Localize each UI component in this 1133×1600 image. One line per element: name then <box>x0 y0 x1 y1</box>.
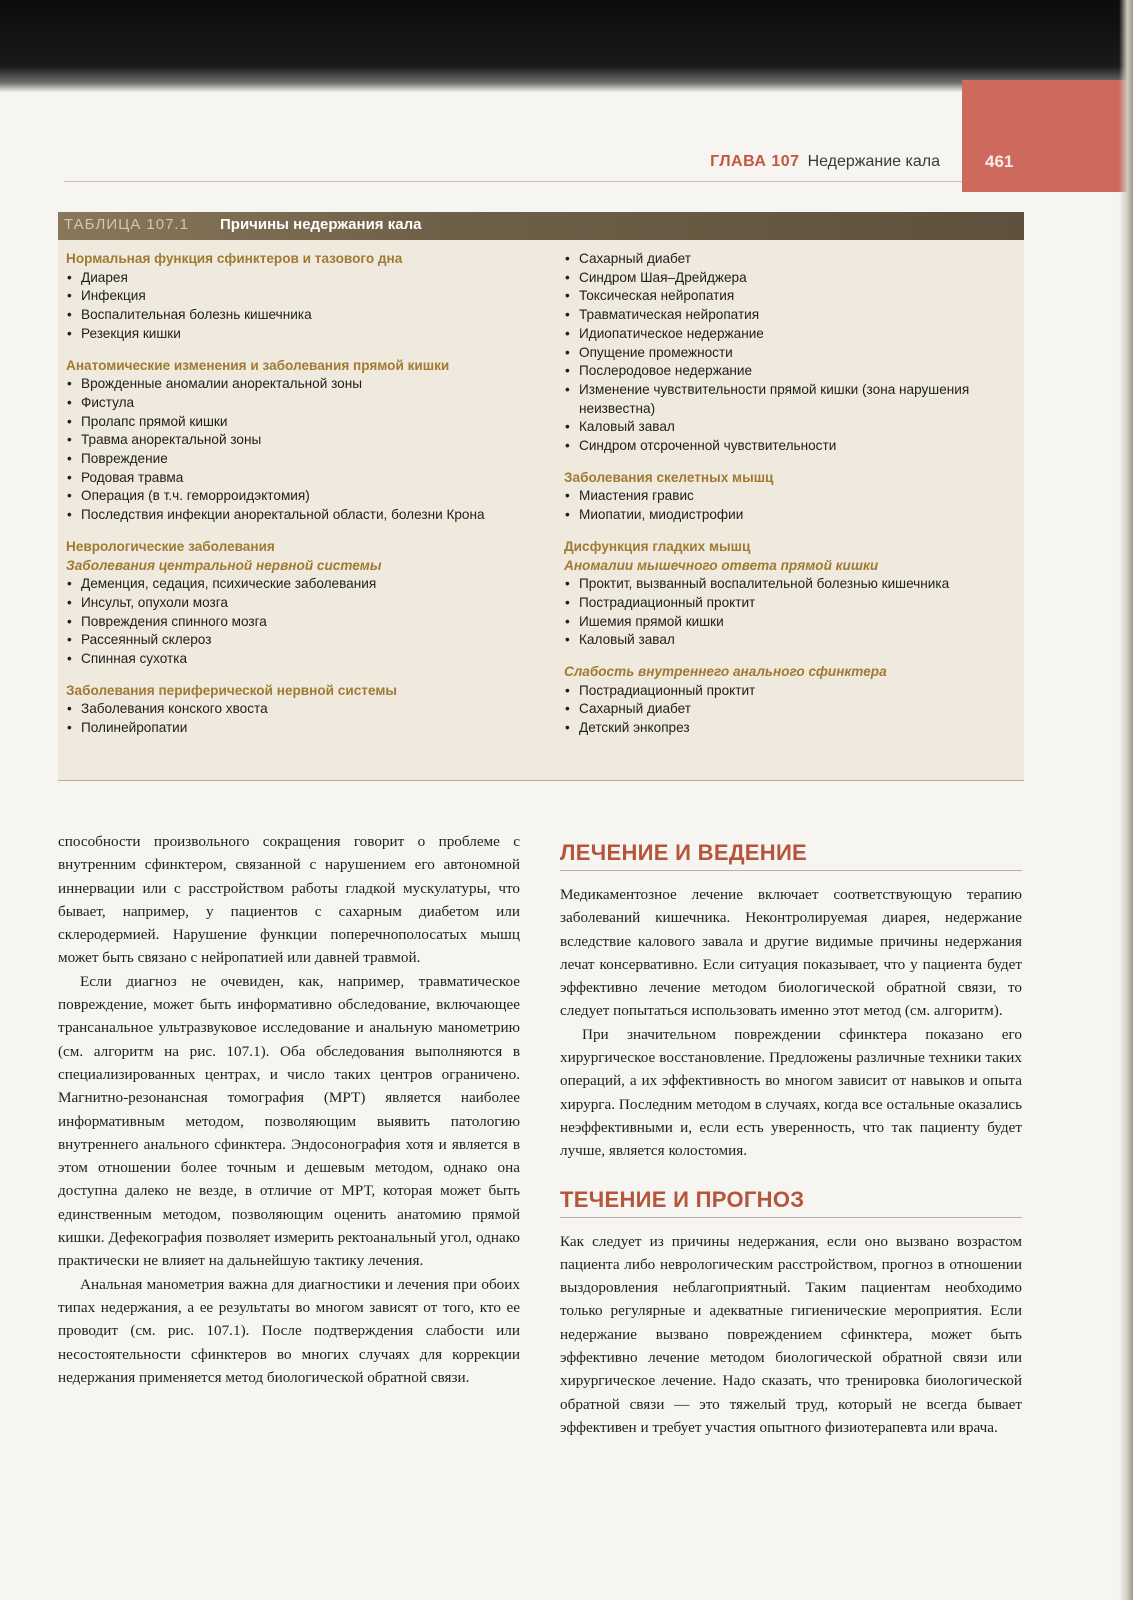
table-list-item: • Повреждение <box>66 450 546 469</box>
table-list-item: • Воспалительная болезнь кишечника <box>66 306 546 325</box>
table-group-subheading: Слабость внутреннего анального сфинктера <box>564 664 887 680</box>
table-list-item: • Травма аноректальной зоны <box>66 431 546 450</box>
table-group <box>66 357 546 525</box>
table-group-heading: Неврологические заболевания <box>66 538 275 554</box>
table-list-item: • Последствия инфекции аноректальной области, болезни Крона <box>66 506 546 525</box>
body-paragraph: Если диагноз не очевиден, как, например, травматическое повреждение, может быть информативно обследование, включающее трансанальное ультразвуковое исследование и анальную манометрию (см. алгоритм на рис. 107.1). Оба обследования выполняются в специализированных центрах, и число таких центров ограничено. Магнитно-резонансная томография (МРТ) является наиболее информативным методом, позволяющим выявить патологию внутреннего анального сфинктера. Эндосонография хотя и является в этом отношении более точным и дешевым методом, однако она доступна далеко не везде, в отличие от МРТ, которая может быть единственным методом, позволяющим оценить анатомию прямой кишки. Дефекография позволяет измерить ректоанальный угол, однако практически не влияет на дальнейшую тактику лечения. <box>58 972 520 1270</box>
table-group <box>564 250 1014 456</box>
body-left-column <box>58 830 520 1389</box>
table-list-item: • Изменение чувствительности прямой кишки (зона нарушения неизвестна) <box>564 381 1014 418</box>
table-title: Причины недержания кала <box>220 216 422 233</box>
table-list-item: • Каловый завал <box>564 631 1014 650</box>
table-list-item: • Пролапс прямой кишки <box>66 413 546 432</box>
table-list-item: • Идиопатическое недержание <box>564 325 1014 344</box>
section-title-treatment: ЛЕЧЕНИЕ И ВЕДЕНИЕ <box>560 840 1022 871</box>
table-group <box>564 538 1014 650</box>
section-title-prognosis: ТЕЧЕНИЕ И ПРОГНОЗ <box>560 1187 1022 1218</box>
table-list-item: • Миастения гравис <box>564 487 1014 506</box>
page-edge-shadow <box>1119 0 1133 1600</box>
body-paragraph: способности произвольного сокращения говорит о проблеме с внутренним сфинктером, связанной с нарушением его автономной иннервации или с расстройством работы гладкой мускулатуры, что бывает, например, у пациентов с сахарным диабетом или склеродермией. Нарушение функции поперечнополосатых мышц может быть связано с нейропатией или давней травмой. <box>58 833 520 967</box>
body-right-column <box>560 840 1022 1439</box>
table-list-item: • Миопатии, миодистрофии <box>564 506 1014 525</box>
table-list-item: • Травматическая нейропатия <box>564 306 1014 325</box>
table-list-item: • Сахарный диабет <box>564 700 1014 719</box>
table-list-item: • Рассеянный склероз <box>66 631 546 650</box>
table-group <box>66 538 546 669</box>
table-list-item: • Детский энкопрез <box>564 719 1014 738</box>
table-list-item: • Послеродовое недержание <box>564 362 1014 381</box>
table-list-item: • Сахарный диабет <box>564 250 1014 269</box>
table-list-item: • Проктит, вызванный воспалительной болезнью кишечника <box>564 575 1014 594</box>
table-list-item: • Пострадиационный проктит <box>564 594 1014 613</box>
table-group <box>564 469 1014 525</box>
table-list-item: • Спинная сухотка <box>66 650 546 669</box>
table-left-column <box>66 250 546 751</box>
table-list-item: • Ишемия прямой кишки <box>564 613 1014 632</box>
table-list-item: • Врожденные аномалии аноректальной зоны <box>66 375 546 394</box>
scan-top-shadow <box>0 0 1133 92</box>
body-paragraph: При значительном повреждении сфинктера показано его хирургическое восстановление. Предложены различные техники таких операций, а их эффективность во многом зависит от навыков и опыта хирурга. Последним методом в случаях, когда все остальные оказались неэффективными и, если есть уверенность, что так пациенту будет лучше, является колостомия. <box>560 1025 1022 1160</box>
table-group-heading: Дисфункция гладких мышц <box>564 538 751 554</box>
table-group-heading: Заболевания скелетных мышц <box>564 469 774 485</box>
table-right-column <box>564 250 1014 751</box>
section-treatment-body <box>560 883 1022 1163</box>
causes-table <box>58 212 1024 781</box>
table-list-item: • Родовая травма <box>66 469 546 488</box>
table-list-item: • Синдром отсроченной чувствительности <box>564 437 1014 456</box>
table-list-item: • Полинейропатии <box>66 719 546 738</box>
table-header <box>58 212 1024 240</box>
page-number: 461 <box>985 152 1014 171</box>
table-list-item: • Заболевания конского хвоста <box>66 700 546 719</box>
table-group-subheading: Аномалии мышечного ответа прямой кишки <box>564 557 879 573</box>
table-label: ТАБЛИЦА 107.1 <box>64 216 189 233</box>
table-list-item: • Резекция кишки <box>66 325 546 344</box>
table-list-item: • Пострадиационный проктит <box>564 682 1014 701</box>
body-paragraph: Медикаментозное лечение включает соответствующую терапию заболеваний кишечника. Неконтролируемая диарея, недержание вследствие калового завала и другие видимые причины недержания лечат консервативно. Если ситуация показывает, что у пациента будет эффективно лечение методом биологической обратной связи, то следует попытаться использовать именно этот метод (см. алгоритм). <box>560 886 1022 1020</box>
table-list-item: • Деменция, седация, психические заболевания <box>66 575 546 594</box>
table-list-item: • Операция (в т.ч. геморроидэктомия) <box>66 487 546 506</box>
table-group <box>66 250 546 344</box>
table-group-subheading: Заболевания центральной нервной системы <box>66 557 382 573</box>
table-group <box>564 663 1014 738</box>
table-group-heading: Нормальная функция сфинктеров и тазового дна <box>66 251 403 266</box>
table-list-item: • Инсульт, опухоли мозга <box>66 594 546 613</box>
body-paragraph: Как следует из причины недержания, если оно вызвано возрастом пациента либо неврологическим расстройством, прогноз в отношении выздоровления неблагоприятный. Таким пациентам необходимо только регулярные и адекватные гигиенические мероприятия. Если недержание вызвано повреждением сфинктера, может быть эффективно лечение методом биологической обратной связи или хирургическое лечение. Надо сказать, что тренировка биологической обратной связи — это тяжелый труд, который не всегда бывает эффективен и требует участия опытного физиотерапевта или врача. <box>560 1232 1022 1436</box>
table-list-item: • Синдром Шая–Дрейджера <box>564 269 1014 288</box>
table-group-heading: Заболевания периферической нервной системы <box>66 682 397 698</box>
table-list-item: • Повреждения спинного мозга <box>66 613 546 632</box>
running-head <box>600 153 940 171</box>
body-paragraph: Анальная манометрия важна для диагностики и лечения при обоих типах недержания, а ее результаты во многом зависят от того, кто ее проводит (см. рис. 107.1). После подтверждения слабости или несостоятельности сфинктеров во многих случаях для коррекции недержания применяется метод биологической обратной связи. <box>58 1275 520 1386</box>
table-list-item: • Фистула <box>66 394 546 413</box>
table-list-item: • Опущение промежности <box>564 344 1014 363</box>
chapter-title: Недержание кала <box>807 153 940 170</box>
table-group-heading: Анатомические изменения и заболевания прямой кишки <box>66 357 450 373</box>
table-list-item: • Диарея <box>66 269 546 288</box>
table-group <box>66 682 546 738</box>
header-rule <box>64 181 962 182</box>
table-list-item: • Инфекция <box>66 287 546 306</box>
table-list-item: • Токсическая нейропатия <box>564 287 1014 306</box>
page-number-tab <box>962 80 1133 192</box>
table-list-item: • Каловый завал <box>564 418 1014 437</box>
chapter-label: ГЛАВА 107 <box>710 153 800 170</box>
section-prognosis-body <box>560 1230 1022 1440</box>
